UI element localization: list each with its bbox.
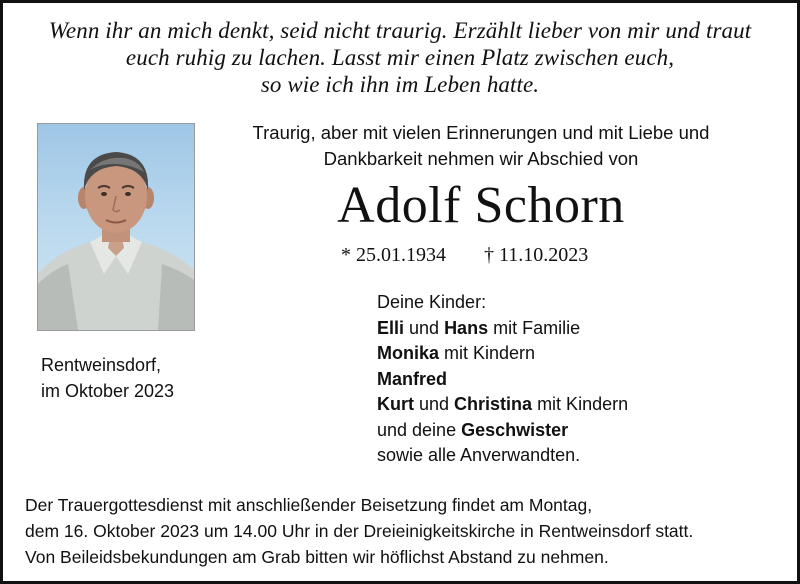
family-member: Elli — [377, 317, 405, 338]
poem-line: Wenn ihr an mich denkt, seid nicht traurig. Erzählt lieber von mir und traut — [48, 18, 752, 43]
place-and-date — [41, 352, 174, 404]
service-line: Der Trauergottesdienst mit anschließender Beisetzung findet am Montag, — [25, 495, 593, 515]
family-text: und — [404, 317, 445, 338]
family-line — [377, 443, 628, 469]
family-member: Monika — [377, 343, 440, 363]
birth-date: * 25.01.1934 — [341, 244, 446, 266]
family-text: und — [414, 394, 455, 414]
service-info — [25, 492, 795, 570]
family-line — [377, 367, 628, 393]
family-text: mit Familie — [488, 317, 581, 338]
life-dates — [341, 242, 588, 268]
portrait-photo — [37, 123, 195, 331]
family-member: Christina — [454, 394, 533, 414]
family-text: mit Kindern — [439, 343, 536, 363]
family-line — [377, 316, 628, 342]
place-date: im Oktober 2023 — [41, 381, 175, 401]
intro-line: Traurig, aber mit vielen Erinnerungen und mit Liebe und — [252, 122, 710, 143]
death-date: † 11.10.2023 — [484, 244, 589, 266]
intro-text — [216, 120, 746, 172]
family-line — [377, 341, 628, 367]
family-member: Kurt — [377, 394, 414, 414]
poem-line: so wie ich ihn im Leben hatte. — [260, 72, 540, 97]
family-member: Hans — [444, 317, 489, 338]
family-header: Deine Kinder: — [377, 292, 487, 312]
family-member: Geschwister — [461, 419, 569, 440]
intro-line: Dankbarkeit nehmen wir Abschied von — [323, 148, 639, 169]
family-list — [377, 290, 628, 469]
poem — [3, 17, 797, 98]
family-text: sowie alle Anverwandten. — [377, 445, 581, 465]
family-line — [377, 418, 628, 444]
service-line: dem 16. Oktober 2023 um 14.00 Uhr in der Dreieinigkeitskirche in Rentweinsdorf statt. — [25, 521, 694, 541]
family-text: und deine — [377, 419, 462, 440]
place-city: Rentweinsdorf, — [41, 355, 162, 375]
family-line — [377, 392, 628, 418]
poem-line: euch ruhig zu lachen. Lasst mir einen Platz zwischen euch, — [125, 45, 675, 70]
family-text: mit Kindern — [532, 394, 629, 414]
deceased-name: Adolf Schorn — [337, 177, 625, 234]
family-member: Manfred — [377, 368, 448, 389]
service-line: Von Beileidsbekundungen am Grab bitten wir höflichst Abstand zu nehmen. — [25, 547, 609, 567]
